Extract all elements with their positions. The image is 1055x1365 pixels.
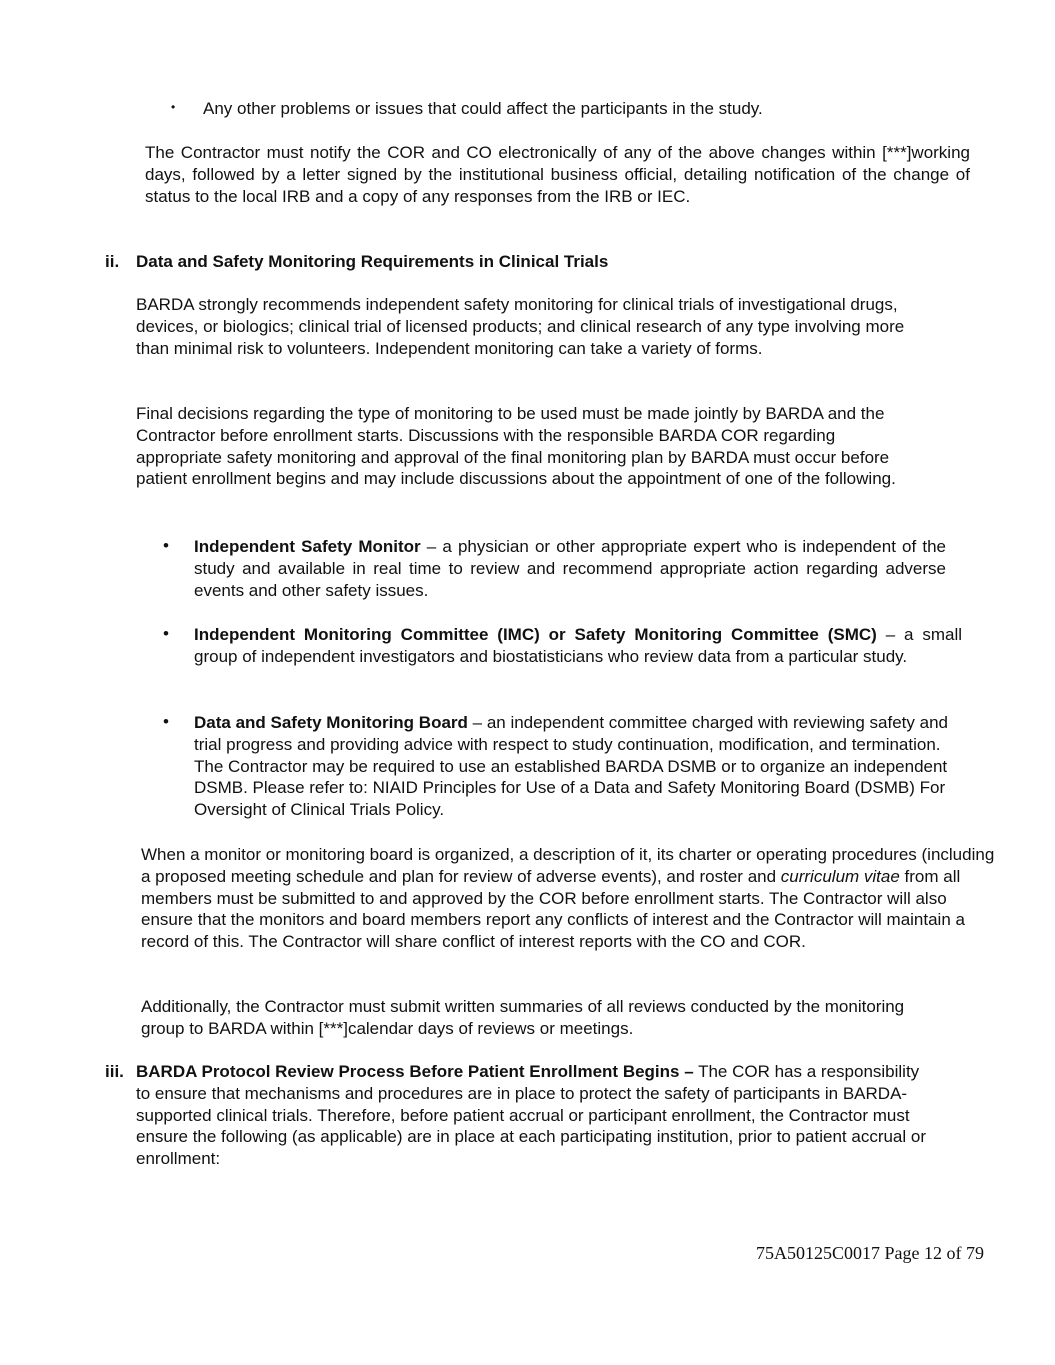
bullet-marker: • [163, 624, 169, 643]
section-ii-number: ii. [105, 252, 120, 271]
list-item-dsmb: Data and Safety Monitoring Board – an independent committee charged with reviewing safety and trial progress and providing advice with respect to study continuation, modification, and termination. The Contractor may be required to use an established BARDA DSMB or to organize an independent DSMB. Please refer to: NIAID Principles for Use of a Data and Safety Monitoring Board (DSMB) For Oversight of Clinical Trials Policy. [194, 713, 948, 820]
section-ii-paragraph-4: Additionally, the Contractor must submit written summaries of all reviews conducted by the monitoring group to BARDA within [***]calendar days of reviews or meetings. [141, 997, 905, 1038]
italic-term: curriculum vitae [780, 866, 900, 886]
list-item-monitoring-committee: Independent Monitoring Committee (IMC) or Safety Monitoring Committee (SMC) – a small group of independent investigators and biostatisticians who review data from a particular study. [194, 625, 962, 666]
section-iii-heading: BARDA Protocol Review Process Before Patient Enrollment Begins – [136, 1062, 694, 1081]
section-ii-paragraph-2: Final decisions regarding the type of monitoring to be used must be made jointly by BARDA and the Contractor before enrollment starts. Discussions with the responsible BARDA COR regarding appropriate safety monitoring and approval of the final monitoring plan by BARDA must occur before patient enrollment begins and may include discussions about the appointment of one of the following. [136, 404, 896, 489]
term: Independent Safety Monitor [194, 537, 421, 556]
term: Data and Safety Monitoring Board [194, 713, 468, 732]
notify-paragraph: The Contractor must notify the COR and CO electronically of any of the above changes within [***]working days, followed by a letter signed by the institutional business official, detailing notification of the change of status to the local IRB and a copy of any responses from the IRB or IEC. [145, 143, 970, 206]
section-iii-number: iii. [105, 1062, 124, 1081]
page-footer: 75A50125C0017 Page 12 of 79 [756, 1243, 984, 1263]
section-iii-paragraph: BARDA Protocol Review Process Before Patient Enrollment Begins – The COR has a responsibility to ensure that mechanisms and procedures are in place to protect the safety of participants in BARDA-supported clinical trials. Therefore, before patient accrual or participant enrollment, the Contractor must ensure the following (as applicable) are in place at each participating institution, prior to patient accrual or enrollment: [136, 1062, 927, 1169]
bullet-marker: • [163, 536, 169, 555]
list-item-safety-monitor: Independent Safety Monitor – a physician or other appropriate expert who is independent of the study and available in real time to review and recommend appropriate action regarding adverse events and other safety issues. [194, 537, 946, 600]
section-ii-heading: Data and Safety Monitoring Requirements in Clinical Trials [136, 252, 609, 271]
term: Independent Monitoring Committee (IMC) or Safety Monitoring Committee (SMC) [194, 625, 877, 644]
list-item-other-problems: Any other problems or issues that could affect the participants in the study. [203, 99, 763, 118]
section-ii-paragraph-1: BARDA strongly recommends independent safety monitoring for clinical trials of investigational drugs, devices, or biologics; clinical trial of licensed products; and clinical research of any type involving more than minimal risk to volunteers. Independent monitoring can take a variety of forms. [136, 295, 905, 358]
section-ii-paragraph-3: When a monitor or monitoring board is organized, a description of it, its charter or operating procedures (including a proposed meeting schedule and plan for review of adverse events), and roster and curriculum vitae from all members must be submitted to and approved by the COR before enrollment starts. The Contractor will also ensure that the monitors and board members report any conflicts of interest and the Contractor will maintain a record of this. The Contractor will share conflict of interest reports with the CO and COR. [141, 845, 995, 952]
bullet-marker: • [163, 712, 169, 731]
bullet-marker: • [171, 100, 176, 114]
